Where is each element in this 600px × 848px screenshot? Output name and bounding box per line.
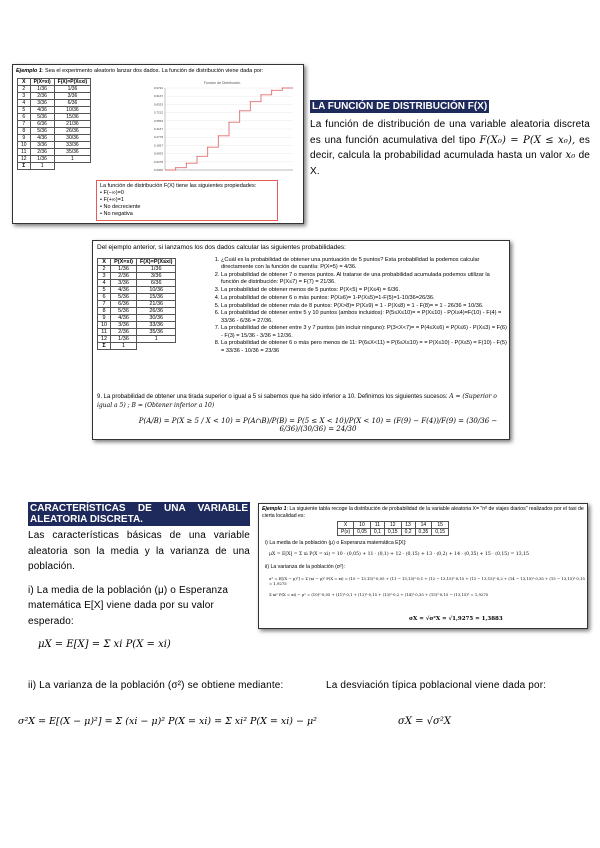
- taxi-x-cell: 15: [432, 522, 449, 529]
- table-cell: 1/36: [30, 86, 54, 93]
- example2-intro: Del ejemplo anterior, si lanzamos los dos dados calcular las siguientes probabilidades:: [97, 244, 346, 251]
- cdf-point: [260, 94, 261, 95]
- table-cell: 1/36: [54, 86, 91, 93]
- distribution-table-2: [97, 258, 176, 350]
- table-cell: 5/36: [30, 128, 54, 135]
- sum-label: Σ: [98, 343, 111, 350]
- probability-item: 1. ¿Cuál es la probabilidad de obtener una puntuación de 5 puntos? Esta probabilidad la podemos calcular directamente con la función de cuantía: P(X=5) = 4/36.: [221, 257, 507, 272]
- table-row: [18, 93, 91, 100]
- section2-heading: CARACTERÍSTICAS DE UNA VARIABLE ALEATORIA DISCRETA.: [30, 503, 248, 525]
- y-tick-label: 0.9722: [153, 86, 163, 90]
- cdf-chart: [143, 78, 301, 186]
- table-cell: 3/36: [111, 322, 137, 329]
- table-row: [18, 100, 91, 107]
- final-formula: P(A/B) = P(X ≥ 5 / X < 10) = P(A∩B)/P(B) = P(5 ≤ X < 10)/P(X < 10) = (F(9) − F(4))/F(9) = (30/36 − 6/36)/(30/36) = 24/30: [138, 417, 498, 433]
- table-row: [18, 86, 91, 93]
- table-cell: 2: [18, 86, 31, 93]
- probabilities-list: [211, 257, 507, 355]
- table-cell: 1/36: [30, 156, 54, 163]
- table-cell: 1: [136, 336, 176, 343]
- y-tick-label: 0.7222: [153, 110, 163, 115]
- property-item: • No negativa: [100, 211, 274, 218]
- taxi-sd-calc: σX = √σ²X = √1,9275 = 1,3883: [409, 616, 503, 622]
- table-cell: 3/36: [111, 280, 137, 287]
- table-cell: 8: [98, 308, 111, 315]
- table-cell: 1/36: [111, 336, 137, 343]
- table-cell: 21/36: [54, 121, 91, 128]
- sum-value: 1: [111, 343, 137, 350]
- cdf-point: [218, 135, 219, 136]
- probability-item: 6. La probabilidad de obtener entre 5 y 10 puntos (ambos incluidos): P(5≤X≤10)= = P(X≤10) - P(X≤4)=F(10) - F(4) = 33/36 - 6/36 = 27/36.: [221, 310, 507, 325]
- y-tick-label: 0.4167: [153, 127, 163, 131]
- table-header-cell: P(X=xi): [30, 79, 54, 86]
- table-cell: 6: [98, 294, 111, 301]
- cdf-chart-svg: [143, 78, 301, 186]
- taxi-p-label: P(x): [338, 529, 354, 536]
- taxi-x-cell: 13: [401, 522, 415, 529]
- table-header-cell: F(X)=P(X≤xi): [136, 259, 176, 266]
- table-row: [98, 308, 176, 315]
- table-cell: 21/36: [136, 301, 176, 308]
- table-cell: 6/36: [54, 100, 91, 107]
- taxi-x-label: X: [338, 522, 354, 529]
- cdf-point: [250, 101, 251, 102]
- y-tick-label: 0.0000: [153, 168, 163, 172]
- property-item: • F(−∞)=0: [100, 190, 274, 197]
- table-cell: 30/36: [136, 315, 176, 322]
- table-row: [18, 142, 91, 149]
- table-row: [98, 336, 176, 343]
- example1-caption: Ejemplo 1: Sea el experimento aleatorio lanzar dos dados. La función de distribución viene dada por:: [16, 68, 264, 74]
- table-cell: 4: [18, 100, 31, 107]
- section1-p3: de X.: [310, 150, 590, 177]
- table-cell: 4/36: [111, 287, 137, 294]
- table-row: [18, 135, 91, 142]
- section2-p1: Las características básicas de una variable aleatoria son la media y la varianza de una población.: [28, 530, 250, 572]
- table-cell: 5: [18, 107, 31, 114]
- cdf-point: [175, 167, 176, 168]
- cdf-point: [207, 147, 208, 148]
- y-tick-label: 0.1667: [153, 143, 163, 148]
- table-row: [18, 149, 91, 156]
- section1-p1: La función de distribución de una variable aleatoria discreta es una función acumulativa del tipo: [310, 119, 590, 146]
- taxi-p-cell: 0,2: [401, 529, 415, 536]
- table-cell: 15/36: [54, 114, 91, 121]
- taxi-x-cell: 12: [384, 522, 401, 529]
- item9-text: 9. La probabilidad de obtener una tirada superior o igual a 5 si sabemos que ha sido inferior a 10. Definimos los siguientes sucesos: A = (Superior o igual a 5) ; B = (Obtener inferior a 10): [97, 393, 497, 409]
- taxi-mean-title: i) La media de la población (μ) o Esperanza matemática E[X]:: [265, 540, 407, 546]
- taxi-x-cell: 10: [354, 522, 371, 529]
- table-cell: 10: [98, 322, 111, 329]
- table-cell: 5/36: [111, 294, 137, 301]
- table-cell: 5: [98, 287, 111, 294]
- table-cell: 1/36: [111, 266, 137, 273]
- table-cell: 6/36: [136, 280, 176, 287]
- y-tick-label: 0.9167: [153, 94, 163, 99]
- table-cell: 4: [98, 280, 111, 287]
- example1-box: [12, 64, 304, 224]
- table-cell: 33/36: [136, 322, 176, 329]
- properties-title: La función de distribución F(X) tiene las siguientes propiedades:: [100, 183, 257, 189]
- taxi-p-cell: 0,15: [384, 529, 401, 536]
- mean-intro: i) La media de la población (μ) o Esperanza matemática E[X] viene dada por su valor esperado:: [28, 584, 229, 627]
- section2: [28, 502, 250, 650]
- table-row: [18, 114, 91, 121]
- y-tick-label: 0.0278: [153, 159, 163, 164]
- distribution-table: [17, 78, 91, 170]
- table-cell: 35/36: [54, 149, 91, 156]
- properties-list: [100, 190, 274, 218]
- table-header-cell: X: [98, 259, 111, 266]
- table-cell: 11: [98, 329, 111, 336]
- table-row: [98, 273, 176, 280]
- table-cell: 3/36: [30, 100, 54, 107]
- table-cell: 3/36: [136, 273, 176, 280]
- cdf-point: [196, 156, 197, 157]
- table-cell: 1/36: [136, 266, 176, 273]
- taxi-p-cell: 0,05: [354, 529, 371, 536]
- table-cell: 2/36: [30, 93, 54, 100]
- sum-label: Σ: [18, 163, 31, 170]
- property-item: • F(+∞)=1: [100, 197, 274, 204]
- variance-intro: ii) La varianza de la población (σ²) se obtiene mediante:: [28, 680, 284, 691]
- table-cell: 7: [18, 121, 31, 128]
- probability-item: 7. La probabilidad de obtener entre 3 y 7 puntos (sin incluir ninguno): P(3<X<7)= = P(4≤X≤6) = P(X≤6) - P(X≤3) = F(6) - F(3) = 15/36 - 3/36 = 12/36.: [221, 325, 507, 340]
- y-tick-label: 0.2778: [153, 135, 163, 140]
- taxi-p-cell: 0,1: [370, 529, 384, 536]
- sd-formula: σX = √σ²X: [398, 716, 452, 727]
- sum-value: 1: [30, 163, 54, 170]
- cdf-point: [271, 90, 272, 91]
- table-cell: 2/36: [111, 329, 137, 336]
- table-cell: 1: [54, 156, 91, 163]
- table-cell: 4/36: [30, 135, 54, 142]
- table-cell: 3: [18, 93, 31, 100]
- probability-item: 2. La probabilidad de obtener 7 o menos puntos. Al tratarse de una probabilidad acumulada podemos utilizar la función de distribución: P(X≤7) = F(7) = 21/36.: [221, 272, 507, 287]
- table-cell: 33/36: [54, 142, 91, 149]
- table-cell: 9: [18, 135, 31, 142]
- table-cell: 11: [18, 149, 31, 156]
- table-sum-row: [18, 163, 91, 170]
- table-header-cell: X: [18, 79, 31, 86]
- table-cell: 2/36: [30, 149, 54, 156]
- table-cell: 12: [18, 156, 31, 163]
- table-cell: 3/36: [30, 142, 54, 149]
- properties-box: [96, 180, 278, 221]
- table-cell: 3: [98, 273, 111, 280]
- table-cell: 35/36: [136, 329, 176, 336]
- table-cell: 7: [98, 301, 111, 308]
- taxi-mean-calc: μX = E[X] = Σ xi P(X = xi) = 10 · (0,05) + 11 · (0,1) + 12 · (0,15) + 13 · (0,2) + 14 · (0,35) + 15 · (0,15) = 13,15: [269, 552, 529, 557]
- table-row: [18, 156, 91, 163]
- table-header-row: [98, 259, 176, 266]
- table-cell: 15/36: [136, 294, 176, 301]
- taxi-p-cell: 0,15: [432, 529, 449, 536]
- table-cell: 5/36: [111, 308, 137, 315]
- sd-intro: La desviación típica poblacional viene dada por:: [326, 680, 547, 691]
- taxi-x-cell: 14: [415, 522, 432, 529]
- taxi-var-title: ii) La varianza de la población (σ²):: [265, 564, 345, 570]
- table-cell: 9: [98, 315, 111, 322]
- table-cell: 4/36: [111, 315, 137, 322]
- section1-heading: LA FUNCIÓN DE DISTRIBUCIÓN F(X): [312, 101, 488, 112]
- table-cell: 6/36: [111, 301, 137, 308]
- taxi-p-cell: 0,35: [415, 529, 432, 536]
- table-row: [98, 315, 176, 322]
- table-cell: 30/36: [54, 135, 91, 142]
- cdf-point: [186, 163, 187, 164]
- table-row: [18, 121, 91, 128]
- chart-title: Función de Distribución: [203, 81, 241, 85]
- taxi-table: [337, 521, 449, 536]
- cdf-point: [228, 122, 229, 123]
- probability-item: 4. La probabilidad de obtener 6 o más puntos: P(X≥6)= 1-P(X≤5)=1-F(5)=1-10/36=26/36.: [221, 295, 507, 302]
- table-cell: 3/36: [54, 93, 91, 100]
- probability-item: 8. La probabilidad de obtener 6 o más pero menos de 11: P(6≤X<11) = P(6≤X≤10) = = P(X≤10) - P(X≤5) = F(10) - F(5) = 33/36 - 10/36 = 23/36: [221, 340, 507, 355]
- property-item: • No decreciente: [100, 204, 274, 211]
- table-cell: 10/36: [54, 107, 91, 114]
- taxi-p-row: [338, 529, 449, 536]
- events-text: A = (Superior o igual a 5) ; B = (Obtener inferior a 10): [97, 393, 497, 409]
- taxi-var-calc2: Σ xi² P(X = xi) − μ² = (10)²·0,05 + (11)²·0,1 + (12)²·0,15 + (13)²·0,2 + (14)²·0,35 + (15)²·0,15 − (13,15)² = 1,9275: [269, 592, 489, 597]
- mean-formula: μX = E[X] = Σ xi P(X = xi): [38, 639, 171, 650]
- example3-caption: Ejemplo 1: La siguiente tabla recoge la distribución de probabilidad de la variable aleatoria X= "nº de viajes diarios" realizados por el taxi de cierta localidad es:: [262, 506, 584, 519]
- table-cell: 2: [98, 266, 111, 273]
- y-tick-label: 0.0833: [153, 151, 163, 156]
- cdf-point: [282, 87, 283, 88]
- table-cell: 2/36: [111, 273, 137, 280]
- table-row: [98, 287, 176, 294]
- cdf-point: [239, 110, 240, 111]
- table-cell: 26/36: [54, 128, 91, 135]
- probability-item: 5. La probabilidad de obtener más de 8 puntos: P(X>8)= P(X≥9) = 1 - P(X≤8) = 1 - F(8)= = 1 - 26/36 = 10/36.: [221, 303, 507, 310]
- table-cell: 5/36: [30, 114, 54, 121]
- table-row: [98, 294, 176, 301]
- table-header-cell: F(X)=P(X≤xi): [54, 79, 91, 86]
- taxi-x-row: [338, 522, 449, 529]
- table-cell: 6: [18, 114, 31, 121]
- table-cell: 8: [18, 128, 31, 135]
- table-row: [98, 329, 176, 336]
- section1-var: x₀: [565, 150, 576, 161]
- table-cell: 12: [98, 336, 111, 343]
- table-row: [98, 322, 176, 329]
- section1-p2: es decir, calcula la probabilidad acumulada hasta un valor: [310, 134, 590, 161]
- y-tick-label: 0.5833: [153, 118, 163, 123]
- section1: [310, 96, 590, 179]
- table-cell: 10/36: [136, 287, 176, 294]
- table-row: [18, 128, 91, 135]
- table-row: [98, 301, 176, 308]
- table-cell: 10: [18, 142, 31, 149]
- table-sum-row: [98, 343, 176, 350]
- table-cell: 26/36: [136, 308, 176, 315]
- example3-box: [258, 503, 588, 629]
- variance-formula: σ²X = E[(X − μ)²] = Σ (xi − μ)² P(X = xi) = Σ xi² P(X = xi) − μ²: [18, 716, 317, 727]
- probability-item: 3. La probabilidad de obtener menos de 5 puntos: P(X<5) = P(X≤4) = 6/36.: [221, 287, 507, 294]
- example2-box: [92, 240, 510, 440]
- y-tick-label: 0.8333: [153, 102, 163, 107]
- table-row: [98, 266, 176, 273]
- section1-formula: F(X₀) = P(X ≤ x₀),: [479, 134, 576, 146]
- table-header-row: [18, 79, 91, 86]
- taxi-x-cell: 11: [370, 522, 384, 529]
- table-row: [98, 280, 176, 287]
- taxi-var-calc1: σ² = E[(X − μ)²] = Σ (xi − μ)² P(X = xi) = (10 − 13,15)²·0,05 + (11 − 13,15)²·0,1 + (12 − 13,15)²·0,15 + (13 − 13,15)²·0,2 + (14 − 13,15)²·0,35 + (15 − 13,15)²·0,15 = 1,9275: [269, 576, 585, 587]
- table-row: [18, 107, 91, 114]
- table-header-cell: P(X=xi): [111, 259, 137, 266]
- table-cell: 4/36: [30, 107, 54, 114]
- table-cell: 6/36: [30, 121, 54, 128]
